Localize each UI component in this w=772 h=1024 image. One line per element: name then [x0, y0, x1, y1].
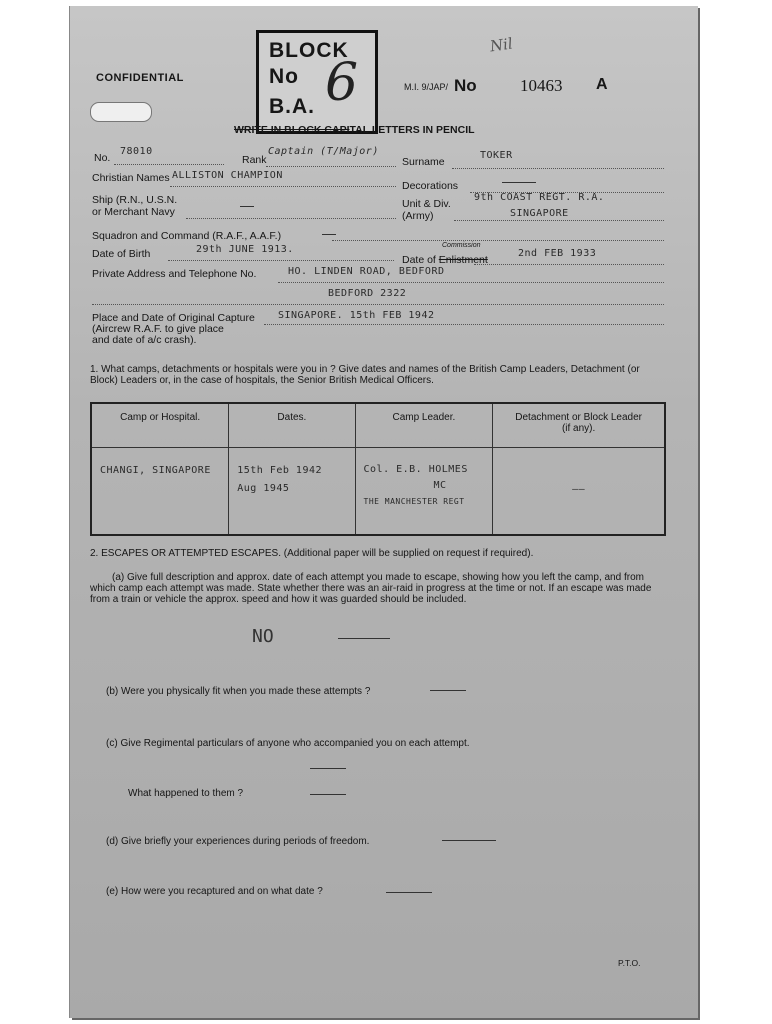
table-header-detachment: Detachment or Block Leader (if any). [493, 403, 665, 448]
cell-leader [355, 448, 493, 536]
capture-value: SINGAPORE. 15th FEB 1942 [278, 310, 435, 321]
section2-b-text: (b) Were you physically fit when you made these attempts ? [106, 686, 371, 697]
address-value-2: BEDFORD 2322 [328, 288, 407, 299]
address-value-1: HO. LINDEN ROAD, BEDFORD [288, 266, 445, 277]
cell-dates-1: 15th Feb 1942 [237, 465, 323, 476]
unit-value-2: SINGAPORE [510, 208, 569, 219]
section2-d-text: (d) Give briefly your experiences during periods of freedom. [106, 836, 370, 847]
enlistment-correction: Commission [442, 242, 481, 249]
cell-camp: CHANGI, SINGAPORE [91, 448, 229, 536]
ref-prefix: M.I. 9/JAP/ [404, 82, 449, 92]
camps-table [90, 402, 666, 536]
no-field-label: No. [94, 152, 111, 164]
cell-leader-1: Col. E.B. HOLMES [363, 464, 468, 475]
instruction-rest: TAL LETTERS IN PENCIL [349, 124, 475, 136]
section1-question: 1. What camps, detachments or hospitals were you in ? Give dates and names of the British Camp Leaders, Detachment (or Block) Leaders or, in the case of hospitals, the Senior British Medical Officers. [90, 364, 640, 386]
decorations-label: Decorations [402, 180, 459, 192]
instruction-line [234, 124, 475, 136]
confidential-label: CONFIDENTIAL [96, 72, 184, 84]
surname-label: Surname [402, 156, 445, 168]
dob-label: Date of Birth [92, 248, 151, 260]
christian-names-label: Christian Names [92, 172, 170, 184]
unit-value-1: 9th COAST REGT. R.A. [474, 192, 605, 203]
section2-c-text: (c) Give Regimental particulars of anyone who accompanied you on each attempt. [106, 738, 470, 749]
block-box-line2: No [269, 65, 299, 88]
form-sheet [70, 6, 698, 1018]
capture-label-2: (Aircrew R.A.F. to give place [92, 323, 224, 335]
unit-label-2: (Army) [402, 210, 434, 222]
rank-value: Captain (T/Major) [268, 146, 379, 157]
section2-heading: 2. ESCAPES OR ATTEMPTED ESCAPES. (Additional paper will be supplied on request if required). [90, 548, 534, 559]
section2-a-answer: NO [252, 626, 274, 647]
no-field-value: 78010 [120, 146, 153, 157]
squadron-label: Squadron and Command (R.A.F., A.A.F.) [92, 230, 282, 242]
table-header-dates: Dates. [229, 403, 355, 448]
enlistment-value: 2nd FEB 1933 [518, 248, 597, 259]
ship-label-1: Ship (R.N., U.S.N. [92, 194, 178, 206]
cell-leader-2: MC [433, 480, 447, 491]
block-number: 6 [325, 53, 359, 113]
enlistment-label-prefix: Date of [402, 254, 436, 266]
dob-value: 29th JUNE 1913. [196, 244, 294, 255]
cell-dates-2: Aug 1945 [237, 483, 290, 494]
address-label: Private Address and Telephone No. [92, 268, 257, 280]
section2-e-text: (e) How were you recaptured and on what date ? [106, 886, 323, 897]
enlistment-label-struck: Enlistment [438, 254, 488, 266]
unit-label-1: Unit & Div. [402, 198, 451, 210]
cell-detachment: —— [493, 448, 665, 536]
christian-names-value: ALLISTON CHAMPION [172, 170, 283, 181]
capture-label-1: Place and Date of Original Capture [92, 312, 255, 324]
surname-value: TOKER [480, 150, 513, 161]
block-box-line3: B.A. [269, 95, 315, 118]
capture-label-3: and date of a/c crash). [92, 334, 197, 346]
pto-label: P.T.O. [618, 958, 641, 968]
table-row [91, 448, 665, 536]
section2-c-sub: What happened to them ? [128, 788, 244, 799]
cell-leader-3: THE MANCHESTER REGT [363, 497, 465, 506]
form-number: 10463 [520, 76, 563, 95]
block-box-line1: BLOCK [269, 39, 349, 62]
table-header-leader: Camp Leader. [355, 403, 493, 448]
rank-label: Rank [242, 154, 267, 166]
ship-label-2: or Merchant Navy [92, 206, 175, 218]
punch-hole [90, 102, 152, 122]
no-label: No [454, 76, 477, 95]
form-suffix: A [596, 76, 608, 93]
cell-dates [229, 448, 355, 536]
block-box-stamp [256, 30, 378, 134]
section2-a-text: (a) Give full description and approx. date of each attempt you made to escape, showing how you left the camp, and from which camp each attempt was made. State whether there was an air-raid in progress at the time or not. If an escape was made from a train or vehicle the approx. speed and how it was guarded should be included. [90, 572, 652, 605]
table-header-camp: Camp or Hospital. [91, 403, 229, 448]
instruction-struck: WRITE IN BLOCK CAPI [234, 124, 350, 136]
corner-note: Nil [488, 34, 514, 56]
